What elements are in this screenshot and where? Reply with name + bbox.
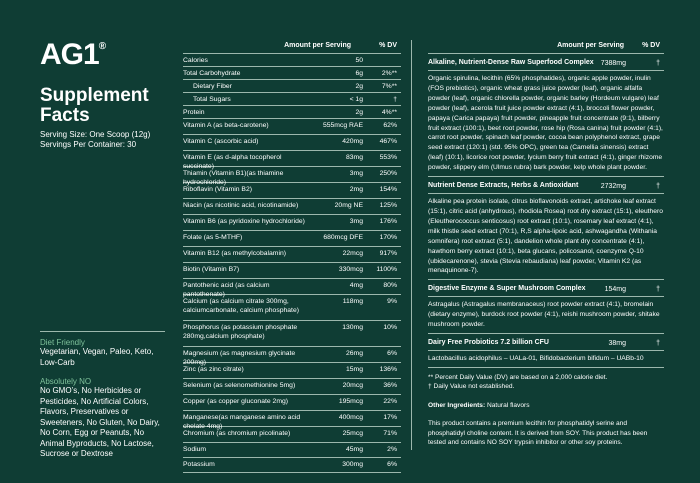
nutrient-row	[183, 395, 401, 411]
nutrient-amount: 15mg	[345, 366, 363, 373]
nutrient-dv: 250%	[379, 170, 397, 177]
column-divider	[411, 40, 412, 450]
blend-amount: 38mg	[608, 340, 626, 348]
nutrient-dv: 176%	[379, 218, 397, 225]
nutrient-name: Manganese(as manganese amino acid chelate 4mg)	[183, 414, 301, 430]
blend-dv: †	[656, 183, 660, 191]
nutrient-dv: 36%	[383, 382, 397, 389]
nutrient-dv: 9%	[387, 298, 397, 305]
nutrient-dv: 71%	[383, 430, 397, 437]
footnote-dagger: † Daily Value not established.	[428, 383, 515, 391]
nutrient-amount: 2mg	[349, 186, 363, 193]
nutrient-name: Thiamin (Vitamin B1)(as thiamine hydrochloride)	[183, 170, 284, 186]
blend-ingredients: Organic spirulina, lecithin (65% phosphatides), organic apple powder, inulin (FOS prebiotics), organic wheat grass juice powder (leaf), organic alfalfa powder (leaf), organic chlorella powder, organic barley (Hordeum vulgare) leaf powder (leaf), acerola fruit juice powder extract (4:1), broccoli flower powder, papaya (Carica papaya) fruit powder, pineapple fruit concentrate (9:1), bilberry fruit extract (100:1), beet root powder, rose hip (Rosa canina) fruit powder (4:1), carrot root powder, spinach leaf powder, cocoa bean polyphenol extract, grape seed extract (120:1) (std. 95% OPC), green tea (Camellia sinensis) extract (leaf) (10:1), licorice root powder, lycium berry fruit extract (4:1), ginger rhizome powder, slippery elm (Ulmus rubra) bark powder, kelp whole plant powder.	[428, 74, 664, 177]
blend-amount: 7388mg	[600, 60, 626, 67]
nutrient-table-header: Amount per Serving % DV	[183, 40, 401, 54]
nutrient-name: Pantothenic acid (as calcium pantothenate)	[183, 282, 270, 298]
nutrient-amount: 20mg NE	[334, 202, 363, 209]
footnote-dv: ** Percent Daily Value (DV) are based on a 2,000 calorie diet.	[428, 373, 608, 381]
nutrient-row	[183, 167, 401, 186]
blends-header: Amount per Serving % DV	[428, 40, 664, 54]
nutrient-row	[183, 199, 401, 215]
nutrient-amount: 130mg	[342, 324, 363, 331]
nutrient-dv: 2%	[387, 446, 397, 453]
nutrient-dv: 467%	[379, 138, 397, 145]
nutrient-amount: 50	[355, 57, 363, 64]
nutrient-dv: 154%	[379, 186, 397, 193]
nutrient-amount: 3mg	[349, 170, 363, 177]
nutrient-name: Magnesium (as magnesium glycinate 200mg)	[183, 350, 296, 366]
nutrient-row	[183, 443, 401, 458]
nutrient-amount: 3mg	[349, 218, 363, 225]
nutrient-name: Chromium (as chromium picolinate)	[183, 430, 291, 437]
page-title: Supplement Facts	[40, 85, 149, 126]
nutrient-amount: 680mcg DFE	[323, 234, 363, 241]
nutrient-row	[183, 183, 401, 199]
nutrient-dv: 80%	[383, 282, 397, 289]
nutrient-dv: 4%**	[381, 109, 397, 116]
nutrient-row	[183, 363, 401, 379]
nutrient-row	[183, 427, 401, 443]
nutrient-name: Copper (as copper gluconate 2mg)	[183, 398, 289, 405]
nutrient-name: Calories	[183, 57, 208, 64]
absolutely-no-text: No GMO’s, No Herbicides or Pesticides, No Artificial Colors, Flavors, Preservatives or Sweeteners, No Gluten, No Dairy, No Corn, Egg or Peanuts, No Animal Byproducts, No Lactose, Sucrose or Dextrose	[40, 386, 160, 458]
nutrient-amount: 26mg	[345, 350, 363, 357]
brand-column	[40, 40, 165, 460]
blend-heading	[428, 339, 664, 351]
nutrient-table	[183, 40, 401, 473]
blend-dv: †	[656, 60, 660, 67]
nutrient-name: Calcium (as calcium citrate 300mg, calciumcarbonate, calcium phosphate)	[183, 298, 299, 314]
nutrient-name: Biotin (Vitamin B7)	[183, 266, 240, 273]
nutrient-name: Total Sugars	[193, 96, 231, 103]
nutrient-dv: †	[393, 96, 397, 103]
nutrient-row	[183, 295, 401, 321]
blend-ingredients: Lactobacillus acidophilus – UALa-01, Bifidobacterium bifidum – UABb-10	[428, 354, 664, 368]
nutrient-dv: 1100%	[376, 266, 397, 273]
nutrient-name: Niacin (as nicotinic acid, nicotinamide)	[183, 202, 299, 209]
nutrient-amount: 2g	[355, 109, 363, 116]
nutrient-dv: 6%	[387, 350, 397, 357]
nutrient-amount: 25mcg	[342, 430, 363, 437]
nutrient-row	[183, 135, 401, 151]
nutrient-amount: 300mg	[342, 461, 363, 468]
nutrient-amount: 118mg	[342, 298, 363, 305]
nutrient-row	[183, 279, 401, 298]
nutrient-row	[183, 321, 401, 347]
blend-name: Digestive Enzyme & Super Mushroom Complex	[428, 285, 586, 293]
nutrient-name: Riboflavin (Vitamin B2)	[183, 186, 253, 193]
nutrient-name: Potassium	[183, 461, 215, 468]
blend-name: Nutrient Dense Extracts, Herbs & Antioxidant	[428, 182, 579, 190]
blend-ingredients: Alkaline pea protein isolate, citrus bioflavonoids extract, artichoke leaf extract (15:1), citric acid (anhydrous), rhodiola Rosea) root dry extract (15:1), eleuthero (Eleutherococcus senticosus) root extract (10:1), rosemary leaf extract (4:1), milk thistle seed extract (70:1), R,S alpha-lipoic acid, ashwagandha (Withania somnifera) root extract (5:1), dandelion whole plant dry concentrate (4:1), hawthorn berry extract (10:1), beta glucans, policosanol, coenzyme Q-10 (ubidecarenone), stevia (Stevia rebaudiana) leaf powder, Vitamin K2 (as menaquinone-7).	[428, 197, 664, 280]
other-ingredients: Other Ingredients: Natural flavors	[428, 401, 530, 409]
nutrient-amount: 2g	[355, 83, 363, 90]
nutrient-amount: 6g	[355, 70, 363, 77]
nutrient-row	[183, 458, 401, 473]
nutrient-name: Total Carbohydrate	[183, 70, 241, 77]
blend-amount: 154mg	[604, 286, 626, 294]
nutrient-amount: 45mg	[345, 446, 363, 453]
nutrient-amount: < 1g	[349, 96, 363, 103]
nutrient-amount: 20mcg	[342, 382, 363, 389]
blend-ingredients: Astragalus (Astragalus membranaceus) root powder extract (4:1), bromelain (dietary enzyme), burdock root powder (4:1), reishi mushroom powder, shitake mushroom powder.	[428, 300, 664, 334]
nutrient-row	[183, 263, 401, 279]
nutrient-row	[183, 67, 401, 80]
diet-friendly-text: Vegetarian, Vegan, Paleo, Keto, Low-Carb	[40, 347, 154, 367]
nutrient-dv: 22%	[383, 398, 397, 405]
nutrient-row	[183, 106, 401, 119]
nutrient-name: Vitamin B6 (as pyridoxine hydrochloride)	[183, 218, 305, 225]
servings-per-container: Servings Per Container: 30	[40, 140, 137, 149]
nutrient-row	[183, 347, 401, 366]
nutrient-dv: 136%	[379, 366, 397, 373]
nutrient-amount: 83mg	[345, 154, 363, 161]
nutrient-name: Zinc (as zinc citrate)	[183, 366, 244, 373]
nutrient-name: Sodium	[183, 446, 207, 453]
nutrient-name: Vitamin A (as beta-carotene)	[183, 122, 269, 129]
soy-disclaimer: This product contains a premium lecithin for phosphatidyl serine and phosphatidyl choline content. It is derived from SOY. This product has been tested and contains NO SOY trypsin inhibitor or other soy proteins.	[428, 420, 648, 447]
blends-column	[428, 40, 664, 448]
nutrient-dv: 917%	[379, 250, 397, 257]
blend-dv: †	[656, 286, 660, 294]
serving-size: Serving Size: One Scoop (12g)	[40, 130, 151, 139]
blend-name: Alkaline, Nutrient-Dense Raw Superfood Complex	[428, 59, 594, 66]
nutrient-dv: 2%**	[381, 70, 397, 77]
blend-amount: 2732mg	[600, 183, 626, 191]
nutrient-amount: 330mcg	[338, 266, 363, 273]
nutrient-row	[183, 247, 401, 263]
nutrient-row	[183, 231, 401, 247]
nutrient-row	[183, 80, 401, 93]
blend-dv: †	[656, 340, 660, 348]
nutrient-amount: 22mcg	[342, 250, 363, 257]
nutrient-name: Vitamin C (ascorbic acid)	[183, 138, 259, 145]
nutrient-row	[183, 411, 401, 430]
nutrient-dv: 7%**	[381, 83, 397, 90]
ag1-logo: AG1®	[40, 38, 106, 71]
nutrient-amount: 195mcg	[338, 398, 363, 405]
nutrient-row	[183, 93, 401, 106]
divider	[40, 331, 165, 332]
nutrient-dv: 553%	[379, 154, 397, 161]
blend-heading	[428, 182, 664, 194]
nutrient-row	[183, 54, 401, 67]
nutrient-name: Folate (as 5-MTHF)	[183, 234, 243, 241]
blend-heading	[428, 59, 664, 71]
diet-friendly-label: Diet Friendly	[40, 338, 85, 347]
blend-heading	[428, 285, 664, 297]
nutrient-row	[183, 151, 401, 170]
nutrient-name: Protein	[183, 109, 205, 116]
nutrient-name: Vitamin E (as d-alpha tocopherol succinate)	[183, 154, 282, 170]
nutrient-dv: 125%	[379, 202, 397, 209]
nutrient-dv: 17%	[383, 414, 397, 421]
nutrient-amount: 420mg	[342, 138, 363, 145]
nutrient-name: Dietary Fiber	[193, 83, 232, 90]
nutrient-row	[183, 379, 401, 395]
nutrient-row	[183, 215, 401, 231]
nutrient-name: Selenium (as selenomethionine 5mg)	[183, 382, 296, 389]
nutrient-amount: 400mcg	[338, 414, 363, 421]
nutrient-dv: 10%	[383, 324, 397, 331]
nutrient-amount: 4mg	[349, 282, 363, 289]
nutrient-row	[183, 119, 401, 135]
nutrient-dv: 6%	[387, 461, 397, 468]
blend-name: Dairy Free Probiotics 7.2 billion CFU	[428, 339, 549, 347]
absolutely-no-label: Absolutely NO	[40, 377, 92, 386]
nutrient-dv: 170%	[379, 234, 397, 241]
nutrient-name: Phosphorus (as potassium phosphate 280mg,calcium phosphate)	[183, 324, 298, 340]
nutrient-name: Vitamin B12 (as methylcobalamin)	[183, 250, 287, 257]
nutrient-amount: 555mcg RAE	[322, 122, 363, 129]
nutrient-dv: 62%	[383, 122, 397, 129]
